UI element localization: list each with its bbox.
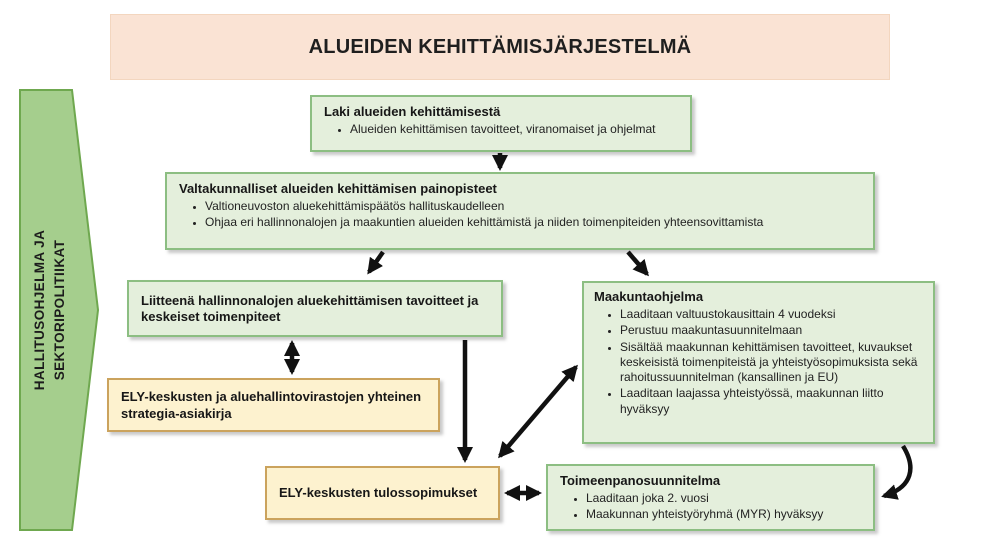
box-maakuntaohjelma-title: Maakuntaohjelma [594, 289, 704, 304]
bullet: • Perustuu maakuntasuunnitelmaan [620, 323, 923, 338]
bullet: • Laaditaan laajassa yhteistyössä, maakunnan liitto hyväksyy [620, 386, 923, 416]
left-banner-line1: HALLITUSOHJELMA JA [32, 229, 48, 391]
box-valtakunnalliset-title: Valtakunnalliset alueiden kehittämisen painopisteet [179, 181, 497, 196]
box-valtakunnalliset-bullets [179, 199, 861, 230]
box-maakuntaohjelma-bullets [594, 307, 923, 417]
chevron-polygon [20, 90, 98, 530]
box-laki [310, 95, 692, 152]
box-ely-tulossopimukset [265, 466, 500, 520]
box-laki-title: Laki alueiden kehittämisestä [324, 104, 501, 119]
arrow-valtakunnalliset-to-liitteena [369, 252, 383, 272]
bullet: • Laaditaan joka 2. vuosi [586, 491, 861, 506]
box-maakuntaohjelma [582, 281, 935, 444]
box-ely-strategia-title: ELY-keskusten ja aluehallintovirastojen yhteinen strategia-asiakirja [121, 389, 422, 421]
box-liitteena [127, 280, 503, 337]
arrow-maakuntaohjelma-to-toimeenpano-curved [884, 446, 910, 496]
box-toimeenpanosuunnitelma-title: Toimeenpanosuunnitelma [560, 473, 721, 488]
box-ely-tulossopimukset-title: ELY-keskusten tulossopimukset [279, 485, 478, 501]
bullet: • Maakunnan yhteistyöryhmä (MYR) hyväksyy [586, 507, 861, 522]
box-toimeenpanosuunnitelma-bullets [560, 491, 861, 522]
arrow-maakuntaohjelma-tulossopimukset-double [500, 367, 576, 456]
left-banner-line2: SEKTORIPOLITIIKAT [52, 239, 67, 381]
box-ely-strategia [107, 378, 440, 432]
box-toimeenpanosuunnitelma [546, 464, 875, 531]
left-chevron-shape [0, 0, 120, 555]
box-laki-bullets [324, 122, 678, 137]
bullet: • Sisältää maakunnan kehittämisen tavoitteet, kuvaukset keskeisistä toimenpiteistä ja yhteistyösopimuksista sekä rahoitussuunnitelman (kansallinen ja EU) [620, 340, 923, 386]
bullet: • Laaditaan valtuustokausittain 4 vuodeksi [620, 307, 923, 322]
box-liitteena-title: Liitteenä hallinnonalojen aluekehittämisen tavoitteet ja keskeiset toimenpiteet [141, 292, 479, 324]
box-valtakunnalliset [165, 172, 875, 250]
title-banner [110, 14, 890, 80]
bullet: • Ohjaa eri hallinnonalojen ja maakuntien alueiden kehittämistä ja niiden toimenpiteiden yhteensovittamista [205, 215, 861, 230]
arrow-valtakunnalliset-to-maakuntaohjelma [628, 252, 647, 274]
bullet: • Valtioneuvoston aluekehittämispäätös hallituskaudelleen [205, 199, 861, 214]
diagram-title: ALUEIDEN KEHITTÄMISJÄRJESTELMÄ [308, 35, 692, 58]
bullet: • Alueiden kehittämisen tavoitteet, viranomaiset ja ohjelmat [350, 122, 678, 137]
